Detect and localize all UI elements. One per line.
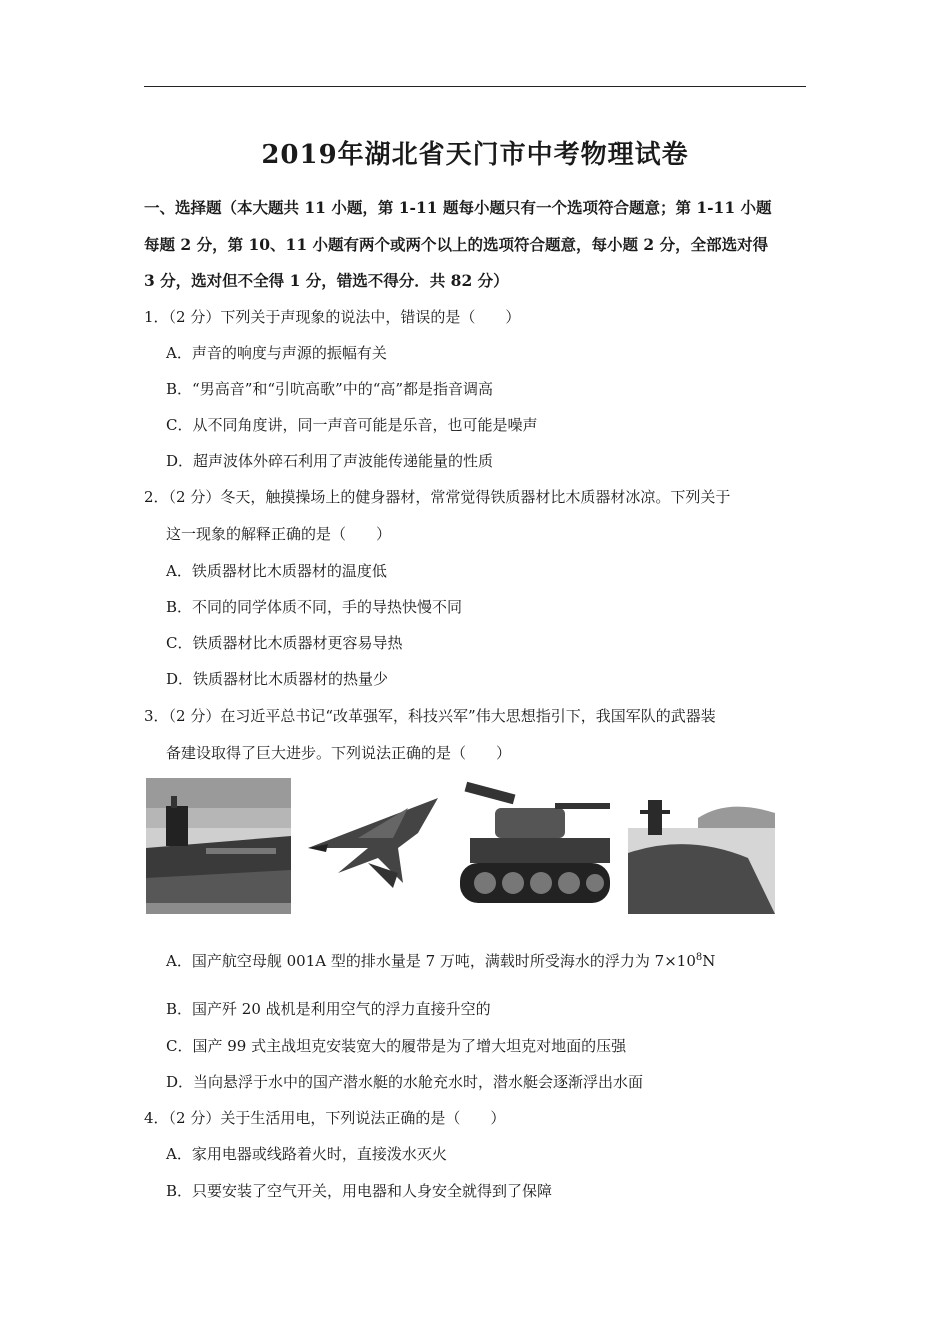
- question-3-option-d: D．当向悬浮于水中的国产潜水艇的水舱充水时，潜水艇会逐渐浮出水面: [166, 1073, 644, 1091]
- aircraft-carrier-photo: [146, 778, 291, 914]
- question-4-option-a: A．家用电器或线路着火时，直接泼水灭火: [166, 1145, 447, 1163]
- question-3-stem-line-1: 3．（2 分）在习近平总书记“改革强军，科技兴军”伟大思想指引下，我国军队的武器装: [144, 707, 716, 725]
- section-instructions-line-1: 一、选择题（本大题共 11 小题，第 1-11 题每小题只有一个选项符合题意；第 1-11 小题: [144, 198, 772, 217]
- question-1-option-a: A．声音的响度与声源的振幅有关: [166, 344, 387, 362]
- fighter-jet-photo: [298, 778, 445, 914]
- question-4-stem: 4．（2 分）关于生活用电，下列说法正确的是（ ）: [144, 1109, 506, 1127]
- section-instructions-line-3: 3 分，选对但不全得 1 分，错选不得分．共 82 分）: [144, 271, 509, 290]
- question-3-option-a: [166, 950, 715, 971]
- submarine-photo: [628, 778, 775, 914]
- question-4-option-b: B．只要安装了空气开关，用电器和人身安全就得到了保障: [166, 1182, 553, 1200]
- question-3-option-b: B．国产歼 20 战机是利用空气的浮力直接升空的: [166, 1000, 491, 1018]
- question-2-stem-line-2: 这一现象的解释正确的是（ ）: [166, 525, 392, 543]
- question-1-option-c: C．从不同角度讲，同一声音可能是乐音，也可能是噪声: [166, 416, 538, 434]
- question-1-option-b: B．“男高音”和“引吭高歌”中的“高”都是指音调高: [166, 380, 494, 398]
- question-3-stem-line-2: 备建设取得了巨大进步。下列说法正确的是（ ）: [166, 744, 512, 762]
- question-3-option-a-unit: N: [702, 952, 716, 970]
- question-3-option-a-text: A．国产航空母舰 001A 型的排水量是 7 万吨，满载时所受海水的浮力为 7×10: [166, 952, 696, 970]
- tank-photo: [455, 778, 618, 914]
- question-3-option-c: C．国产 99 式主战坦克安装宽大的履带是为了增大坦克对地面的压强: [166, 1037, 627, 1055]
- question-2-option-a: A．铁质器材比木质器材的温度低: [166, 562, 387, 580]
- question-1-option-d: D．超声波体外碎石利用了声波能传递能量的性质: [166, 452, 494, 470]
- question-1-stem: 1．（2 分）下列关于声现象的说法中，错误的是（ ）: [144, 308, 521, 326]
- question-3-option-a-exponent: 8: [695, 952, 703, 963]
- header-rule: [144, 86, 806, 87]
- question-2-option-b: B．不同的同学体质不同，手的导热快慢不同: [166, 598, 463, 616]
- question-2-option-c: C．铁质器材比木质器材更容易导热: [166, 634, 403, 652]
- question-2-option-d: D．铁质器材比木质器材的热量少: [166, 670, 389, 688]
- question-2-stem-line-1: 2．（2 分）冬天，触摸操场上的健身器材，常常觉得铁质器材比木质器材冰凉。下列关于: [144, 488, 731, 506]
- exam-title: 2019年湖北省天门市中考物理试卷: [261, 140, 689, 170]
- section-instructions-line-2: 每题 2 分，第 10、11 小题有两个或两个以上的选项符合题意，每小题 2 分，全部选对得: [144, 235, 769, 254]
